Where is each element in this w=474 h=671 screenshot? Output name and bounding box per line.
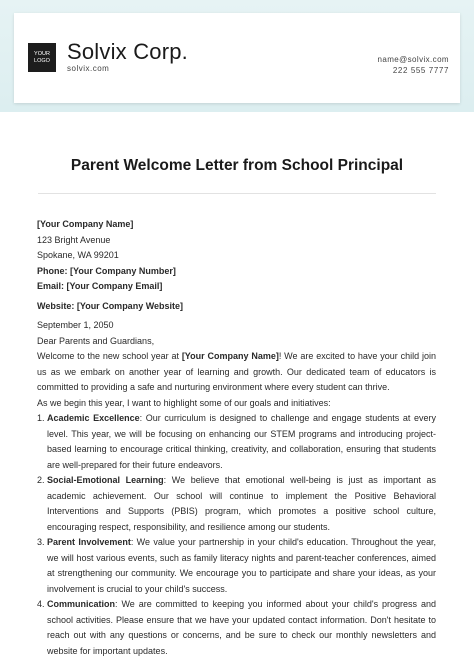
list-item — [37, 473, 437, 535]
initiative-text: : Our curriculum is designed to challenge and engage students at every level. This year, we will be focusing on enhancing our STEM programs and introducing project-based learning to encourage critical thinking, creativity, and collaboration, ensuring that students are well-prepared for their future endeavors. — [47, 413, 436, 470]
initiative-text: : We believe that emotional well-being is just as important as academic achievement. Our school will continue to implement the Positive Behavioral Interventions and Supports (PBIS) program, which promotes a positive school culture, encouraging respect, responsibility, and resilience among our students. — [47, 475, 437, 532]
initiative-text: : We value your partnership in your child's education. Throughout the year, we will host various events, such as family literacy nights and parent-teacher conferences, aimed at strengthening our community. We encourage you to participate and share your ideas, as your involvement is crucial to your child's success. — [47, 537, 436, 594]
website-value: [Your Company Website] — [76, 300, 184, 311]
intro-pre: Welcome to the new school year at — [37, 351, 182, 361]
logo-text-line2: LOGO — [34, 57, 50, 64]
list-item — [37, 535, 436, 597]
list-item — [37, 597, 436, 659]
sender-website — [37, 299, 436, 315]
list-number: 3. — [37, 537, 45, 547]
title-divider — [38, 193, 436, 194]
letter-salutation: Dear Parents and Guardians, — [37, 335, 155, 346]
letter-body — [37, 217, 436, 659]
initiative-title: Social-Emotional Learning — [47, 475, 164, 485]
initiative-title: Communication — [47, 599, 116, 609]
list-number: 1. — [37, 413, 45, 423]
phone-value: [Your Company Number] — [70, 265, 176, 276]
goals-intro: As we begin this year, I want to highlight some of our goals and initiatives: — [37, 397, 331, 408]
letter-date: September 1, 2050 — [37, 320, 114, 330]
company-website: solvix.com — [67, 64, 110, 73]
website-label: Website: — [37, 300, 75, 311]
document-title: Parent Welcome Letter from School Principal — [70, 157, 404, 174]
list-item — [37, 411, 436, 473]
phone-label: Phone: — [37, 265, 68, 276]
sender-email — [37, 279, 436, 295]
logo-text-line1: YOUR — [34, 51, 50, 57]
company-name: Solvix Corp. — [67, 39, 188, 64]
email-value: [Your Company Email] — [66, 281, 163, 291]
intro-company: [Your Company Name] — [181, 351, 279, 361]
sender-street: 123 Bright Avenue — [37, 234, 111, 245]
initiative-text: : We are committed to keeping you informed about your child's progress and school activities. Please ensure that we have your updated contact information. Don't hesitate to reach out with any questions or concerns, and be sure to check our monthly newsletters and website for important updates. — [47, 599, 436, 656]
sender-city: Spokane, WA 99201 — [37, 250, 119, 260]
initiative-title: Academic Excellence — [47, 413, 140, 423]
intro-post: ! We are excited to have your child join us as we embark on another year of learning and growth. Our dedicated team of educators is committed to providing a safe and nurturing environment where every student can thrive. — [37, 351, 436, 392]
email-label: Email: — [37, 281, 65, 291]
contact-phone: 222 555 7777 — [392, 66, 449, 75]
intro-paragraph — [37, 349, 436, 396]
company-logo — [28, 43, 56, 72]
letterhead — [14, 13, 460, 103]
initiatives-list — [37, 411, 436, 659]
initiative-title: Parent Involvement — [47, 537, 131, 547]
list-number: 4. — [37, 599, 45, 609]
contact-email: name@solvix.com — [377, 55, 449, 64]
list-number: 2. — [37, 475, 45, 485]
sender-company: [Your Company Name] — [37, 219, 134, 229]
sender-phone — [37, 264, 436, 280]
